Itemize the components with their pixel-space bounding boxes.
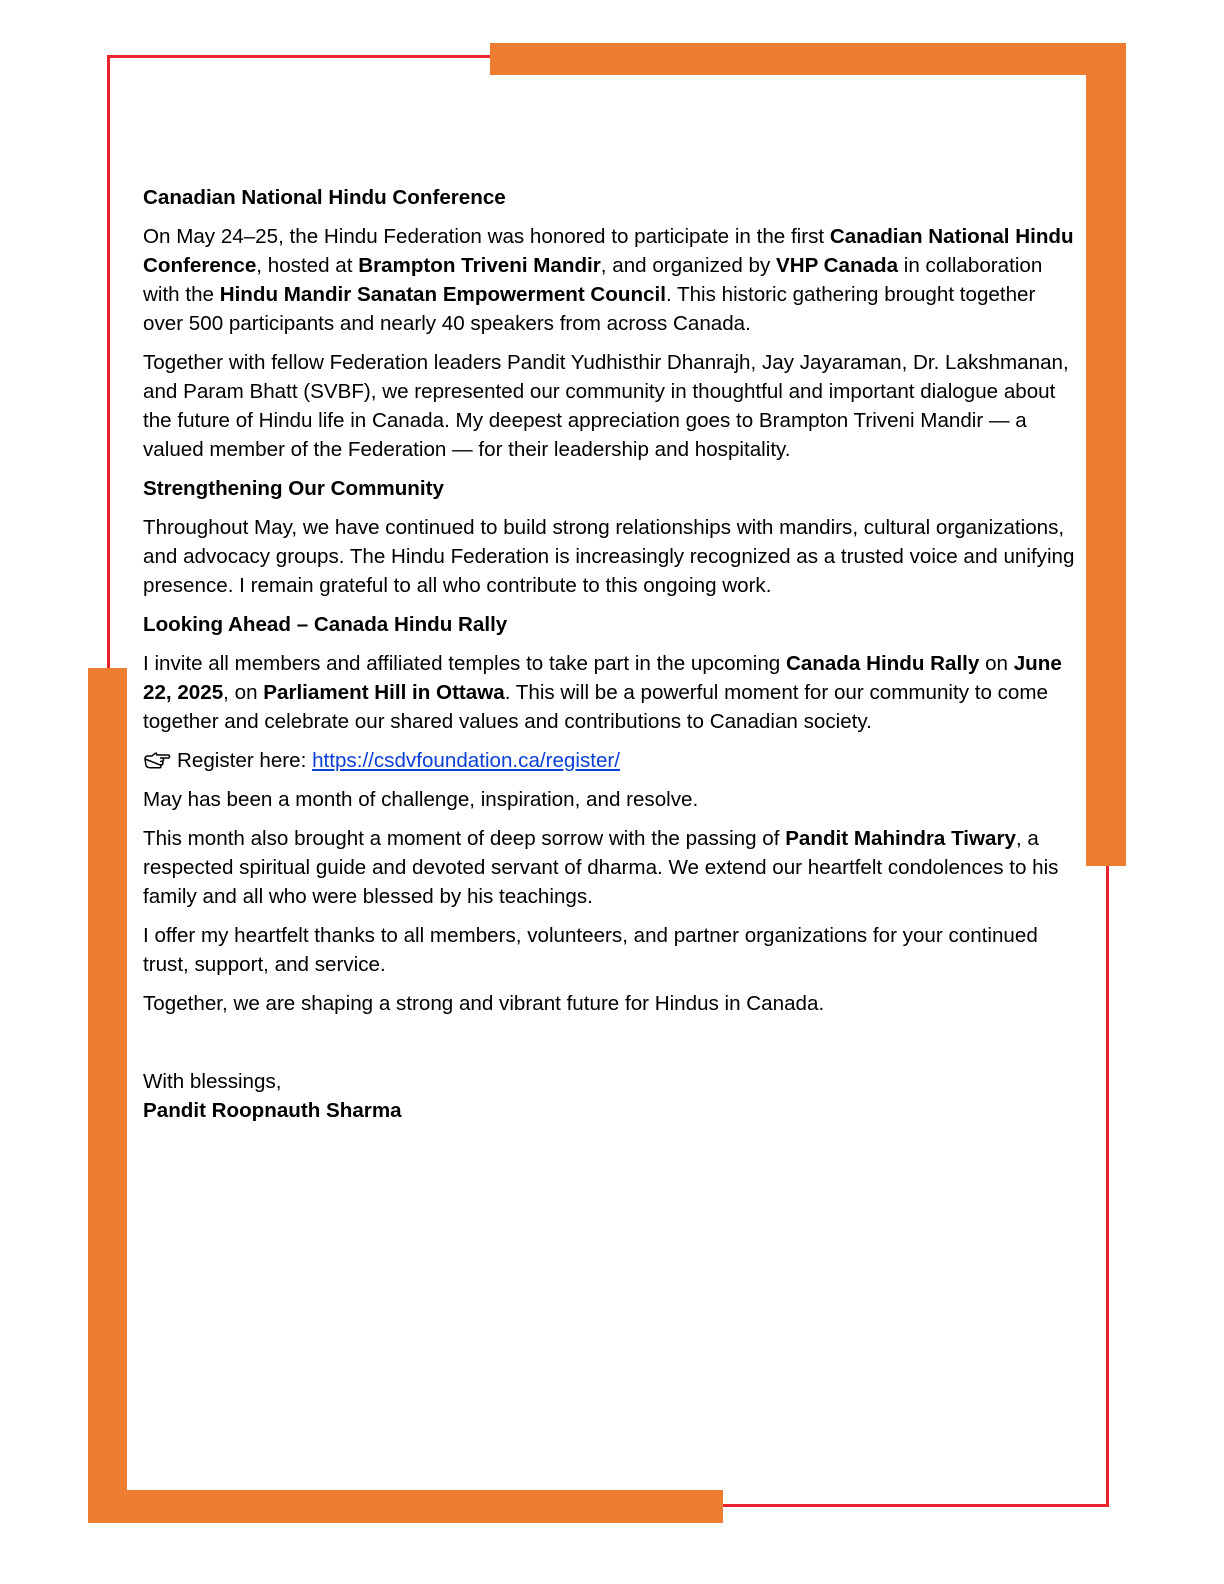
signature-closing: With blessings, xyxy=(143,1070,282,1093)
letter-body xyxy=(143,183,1078,1125)
orange-bar-top xyxy=(490,43,1126,75)
register-link[interactable]: https://csdvfoundation.ca/register/ xyxy=(312,749,621,772)
paragraph-leaders: Together with fellow Federation leaders Pandit Yudhisthir Dhanrajh, Jay Jayaraman, Dr. Lakshmanan, and Param Bhatt (SVBF), we represented our community in thoughtful and important dialogue about the future of Hindu life in Canada. My deepest appreciation goes to Brampton Triveni Mandir — a valued member of the Federation — for their leadership and hospitality. xyxy=(143,351,1069,461)
spacer xyxy=(143,1028,1078,1067)
paragraph-thanks: I offer my heartfelt thanks to all members, volunteers, and partner organizations for your continued trust, support, and service. xyxy=(143,924,1038,976)
paragraph-conference: On May 24–25, the Hindu Federation was honored to participate in the first Canadian National Hindu Conference, hosted at Brampton Triveni Mandir, and organized by VHP Canada in collaboration with the Hindu Mandir Sanatan Empowerment Council. This historic gathering brought together over 500 participants and nearly 40 speakers from across Canada. xyxy=(143,225,1074,335)
register-line: Register here: https://csdvfoundation.ca/register/ xyxy=(143,746,1078,775)
paragraph-community: Throughout May, we have continued to build strong relationships with mandirs, cultural organizations, and advocacy groups. The Hindu Federation is increasingly recognized as a trusted voice and unifying presence. I remain grateful to all who contribute to this ongoing work. xyxy=(143,516,1075,597)
orange-bar-bottom xyxy=(88,1490,723,1523)
paragraph-month-summary: May has been a month of challenge, inspiration, and resolve. xyxy=(143,788,699,811)
orange-bar-right xyxy=(1086,43,1126,866)
signature-name: Pandit Roopnauth Sharma xyxy=(143,1099,402,1122)
paragraph-rally: I invite all members and affiliated temples to take part in the upcoming Canada Hindu Rally on June 22, 2025, on Parliament Hill in Ottawa. This will be a powerful moment for our community to come together and celebrate our shared values and contributions to Canadian society. xyxy=(143,652,1062,733)
paragraph-condolences: This month also brought a moment of deep sorrow with the passing of Pandit Mahindra Tiwary, a respected spiritual guide and devoted servant of dharma. We extend our heartfelt condolences to his family and all who were blessed by his teachings. xyxy=(143,827,1059,908)
signature-block xyxy=(143,1067,1078,1125)
heading-conference: Canadian National Hindu Conference xyxy=(143,186,506,209)
paragraph-closing-statement: Together, we are shaping a strong and vibrant future for Hindus in Canada. xyxy=(143,992,825,1015)
orange-bar-left xyxy=(88,668,127,1523)
heading-community: Strengthening Our Community xyxy=(143,477,444,500)
pointing-hand-icon xyxy=(143,749,171,769)
heading-rally: Looking Ahead – Canada Hindu Rally xyxy=(143,613,508,636)
